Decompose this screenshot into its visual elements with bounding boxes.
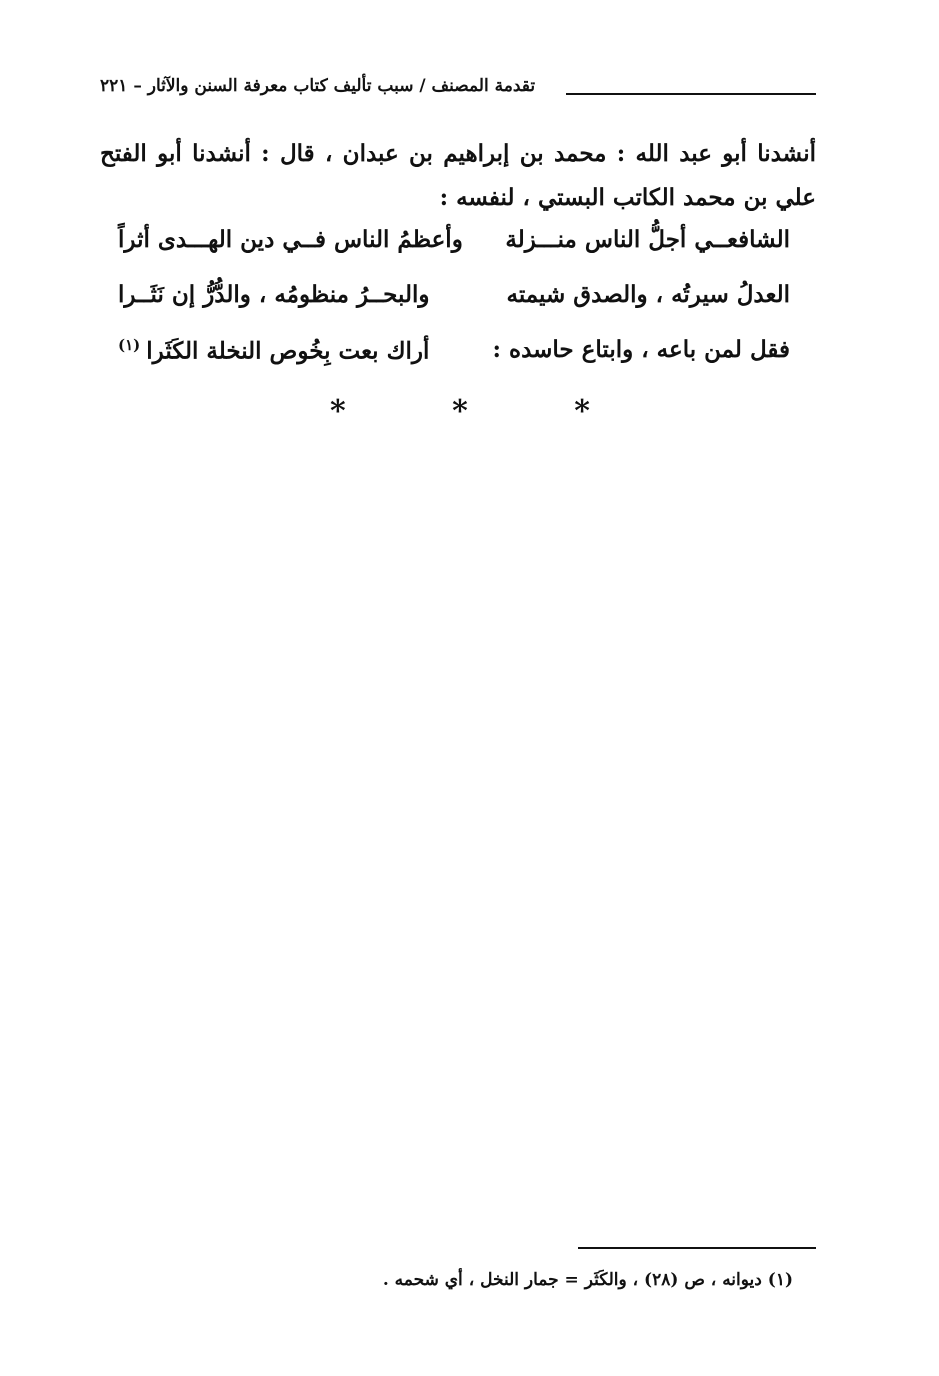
separator-star: * (330, 394, 346, 429)
verse-first-hemistich: العدلُ سيرتُه ، والصدق شيمته (506, 281, 790, 308)
verse-second-hemistich: وأعظمُ الناس فــي دين الهـــدى أثراً (118, 226, 463, 253)
verse-first-hemistich: فقل لمن باعه ، وابتاع حاسده : (492, 336, 790, 363)
poem-verse (118, 336, 790, 391)
footnote-rule (578, 1247, 816, 1249)
section-separator (330, 392, 590, 432)
running-title: تقدمة المصنف / سبب تأليف كتاب معرفة السنن والآثار – ٢٢١ (100, 76, 536, 96)
verse-second-hemistich-with-note (118, 336, 429, 365)
header-rule (566, 93, 816, 95)
page-header (100, 74, 816, 104)
verse-second-hemistich: أراك بعت بِخُوص النخلة الكَثَرا (146, 337, 430, 365)
poem-verse (118, 281, 790, 336)
poem-verse (118, 226, 790, 281)
footnote-marker: (١) (118, 336, 141, 354)
verse-first-hemistich: الشافعــي أجلُّ الناس منـــزلة (505, 226, 790, 253)
footnote: (١) ديوانه ، ص (٢٨) ، والكَثَر = جمار النخل ، أي شحمه . (382, 1270, 793, 1290)
separator-star: * (452, 394, 468, 429)
separator-star: * (574, 394, 590, 429)
poem (118, 226, 790, 391)
intro-paragraph: أنشدنا أبو عبد الله : محمد بن إبراهيم بن عبدان ، قال : أنشدنا أبو الفتح علي بن محمد الكاتب البستي ، لنفسه : (100, 140, 816, 211)
verse-second-hemistich: والبحــرُ منظومُه ، والدُّرُّ إن نَثَــرا (118, 281, 430, 308)
